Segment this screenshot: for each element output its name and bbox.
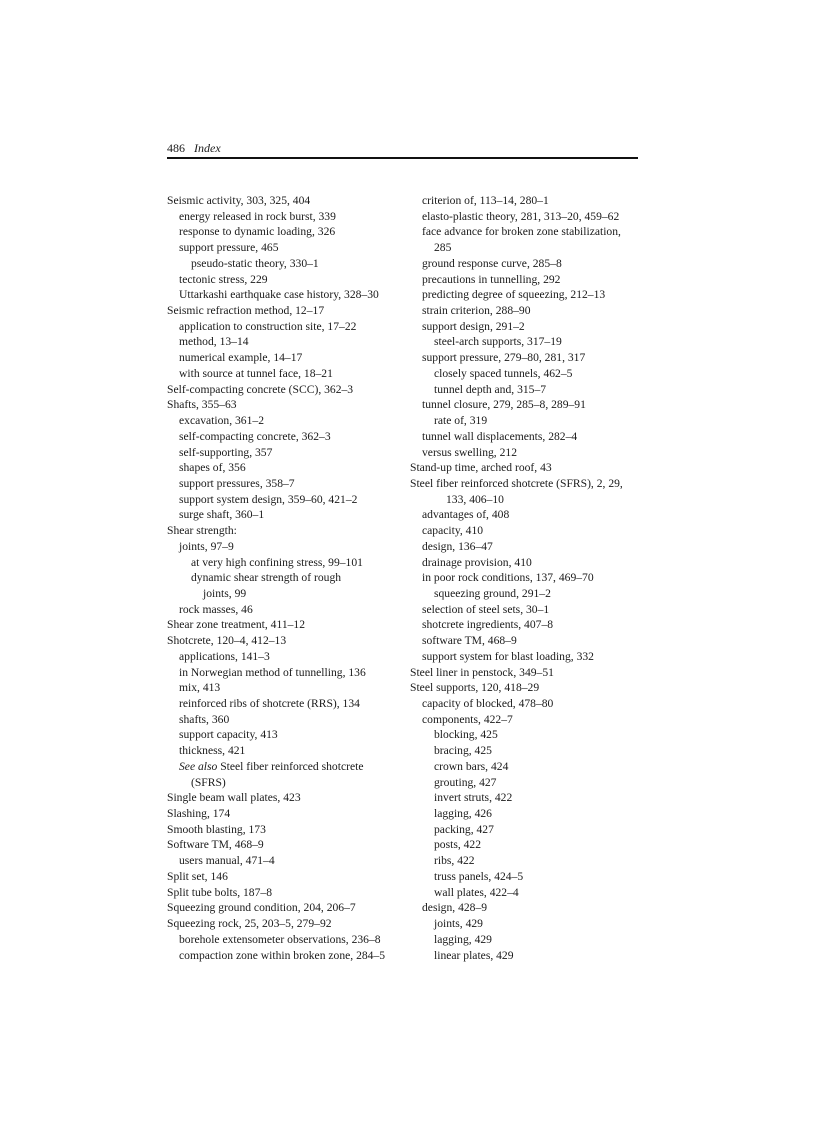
index-entry-text: Steel supports, 120, 418–29 bbox=[410, 681, 540, 695]
index-entry-text: reinforced ribs of shotcrete (RRS), 134 bbox=[179, 697, 360, 710]
index-entry-text: Squeezing ground condition, 204, 206–7 bbox=[167, 901, 356, 915]
index-entry-text: mix, 413 bbox=[179, 681, 221, 695]
index-entry bbox=[167, 869, 402, 885]
index-entry bbox=[167, 837, 402, 853]
index-entry bbox=[410, 366, 640, 382]
index-entry bbox=[410, 743, 640, 759]
index-entry bbox=[167, 932, 402, 948]
index-entry bbox=[410, 932, 640, 948]
index-entry bbox=[410, 319, 640, 335]
index-entry bbox=[410, 429, 640, 445]
index-entry-text: software TM, 468–9 bbox=[422, 634, 517, 648]
index-entry bbox=[167, 256, 402, 272]
index-entry bbox=[410, 948, 640, 964]
index-entry-text: surge shaft, 360–1 bbox=[179, 508, 265, 522]
index-entry-text: tectonic stress, 229 bbox=[179, 272, 268, 286]
index-entry bbox=[167, 209, 402, 225]
index-entry-text: advantages of, 408 bbox=[422, 508, 510, 522]
index-entry bbox=[167, 727, 402, 743]
see-also-label: See also bbox=[179, 759, 218, 773]
index-entry bbox=[410, 853, 640, 869]
index-entry-text: rock masses, 46 bbox=[179, 602, 253, 616]
index-entry-text: Steel fiber reinforced shotcrete (SFRS), 2, 29, bbox=[410, 476, 623, 490]
index-entry-text: in poor rock conditions, 137, 469–70 bbox=[422, 571, 594, 585]
index-entry-text: blocking, 425 bbox=[434, 728, 498, 742]
index-entry-text: applications, 141–3 bbox=[179, 649, 270, 663]
index-entry bbox=[167, 476, 402, 492]
index-entry-text: ribs, 422 bbox=[434, 854, 475, 868]
index-entry bbox=[410, 240, 640, 256]
index-entry-text: Shear zone treatment, 411–12 bbox=[167, 618, 306, 632]
index-entry-text: Uttarkashi earthquake case history, 328–30 bbox=[179, 288, 379, 302]
index-entry-text: tunnel wall displacements, 282–4 bbox=[422, 429, 578, 443]
index-entry-text: crown bars, 424 bbox=[434, 759, 509, 773]
index-entry bbox=[410, 460, 640, 476]
index-entry bbox=[167, 272, 402, 288]
index-entry bbox=[410, 900, 640, 916]
index-entry bbox=[410, 712, 640, 728]
index-entry-text: joints, 97–9 bbox=[179, 539, 234, 553]
index-entry bbox=[167, 303, 402, 319]
index-entry bbox=[167, 665, 402, 681]
index-entry-text: Shotcrete, 120–4, 412–13 bbox=[167, 634, 287, 648]
index-entry-text: joints, 99 bbox=[203, 586, 247, 600]
index-entry-text: ground response curve, 285–8 bbox=[422, 256, 562, 270]
index-entry bbox=[410, 272, 640, 288]
index-entry-text: Stand-up time, arched roof, 43 bbox=[410, 461, 552, 475]
index-entry bbox=[410, 759, 640, 775]
index-entry-text: joints, 429 bbox=[434, 917, 483, 931]
index-entry bbox=[167, 366, 402, 382]
index-entry-text: face advance for broken zone stabilization, bbox=[422, 225, 621, 239]
index-entry-text: shotcrete ingredients, 407–8 bbox=[422, 618, 554, 632]
index-entry bbox=[410, 476, 640, 492]
index-entry-text: Split set, 146 bbox=[167, 869, 228, 883]
index-entry-text: thickness, 421 bbox=[179, 744, 246, 758]
index-entry-text: packing, 427 bbox=[434, 822, 494, 836]
index-entry-text: invert struts, 422 bbox=[434, 791, 513, 805]
index-entry bbox=[410, 775, 640, 791]
index-entry bbox=[410, 869, 640, 885]
index-entry bbox=[410, 507, 640, 523]
index-entry-text: lagging, 429 bbox=[434, 932, 492, 946]
index-entry-text: support design, 291–2 bbox=[422, 319, 525, 333]
index-entry-text: Self-compacting concrete (SCC), 362–3 bbox=[167, 382, 354, 396]
index-entry-text: Single beam wall plates, 423 bbox=[167, 791, 301, 805]
index-entry bbox=[410, 680, 640, 696]
index-entry bbox=[410, 224, 640, 240]
index-entry-text: Split tube bolts, 187–8 bbox=[167, 885, 272, 899]
index-entry-text: pseudo-static theory, 330–1 bbox=[191, 256, 319, 270]
index-entry-text: tunnel closure, 279, 285–8, 289–91 bbox=[422, 398, 586, 412]
index-entry-text: (SFRS) bbox=[191, 775, 226, 789]
index-entry-text: Seismic refraction method, 12–17 bbox=[167, 304, 325, 318]
index-entry bbox=[410, 555, 640, 571]
index-entry bbox=[167, 570, 402, 586]
header-rule bbox=[167, 157, 638, 159]
index-entry bbox=[167, 287, 402, 303]
index-entry bbox=[167, 853, 402, 869]
index-entry bbox=[167, 885, 402, 901]
index-entry bbox=[167, 680, 402, 696]
index-entry-text: support pressure, 465 bbox=[179, 241, 279, 255]
index-entry-text: excavation, 361–2 bbox=[179, 414, 264, 428]
index-entry bbox=[167, 240, 402, 256]
index-entry-text: tunnel depth and, 315–7 bbox=[434, 382, 547, 396]
index-entry bbox=[410, 885, 640, 901]
index-entry-text: design, 428–9 bbox=[422, 901, 488, 915]
index-entry bbox=[167, 492, 402, 508]
index-entry-text: support pressures, 358–7 bbox=[179, 476, 295, 490]
index-entry-text: shapes of, 356 bbox=[179, 461, 246, 475]
index-entry bbox=[410, 617, 640, 633]
index-entry bbox=[167, 900, 402, 916]
index-entry bbox=[167, 649, 402, 665]
index-entry bbox=[167, 712, 402, 728]
index-entry-text: drainage provision, 410 bbox=[422, 555, 532, 569]
index-entry-text: steel-arch supports, 317–19 bbox=[434, 335, 562, 349]
index-entry bbox=[410, 649, 640, 665]
index-entry bbox=[167, 759, 402, 775]
index-entry bbox=[410, 665, 640, 681]
index-column-right bbox=[410, 193, 640, 963]
index-entry bbox=[167, 193, 402, 209]
index-entry-text: selection of steel sets, 30–1 bbox=[422, 602, 550, 616]
index-entry bbox=[167, 445, 402, 461]
index-entry-text: lagging, 426 bbox=[434, 807, 492, 821]
index-entry bbox=[410, 413, 640, 429]
index-entry bbox=[410, 822, 640, 838]
index-entry-text: strain criterion, 288–90 bbox=[422, 304, 531, 318]
index-entry-text: predicting degree of squeezing, 212–13 bbox=[422, 288, 606, 302]
index-entry-text: Steel fiber reinforced shotcrete bbox=[217, 759, 364, 773]
index-entry bbox=[410, 727, 640, 743]
index-entry bbox=[167, 382, 402, 398]
index-entry bbox=[167, 319, 402, 335]
page-number: 486 bbox=[167, 141, 185, 155]
index-entry bbox=[410, 633, 640, 649]
index-entry bbox=[167, 948, 402, 964]
index-entry-text: components, 422–7 bbox=[422, 712, 513, 726]
index-entry bbox=[410, 570, 640, 586]
index-column-left bbox=[167, 193, 402, 963]
index-entry bbox=[410, 445, 640, 461]
index-entry bbox=[167, 397, 402, 413]
index-entry-text: at very high confining stress, 99–101 bbox=[191, 555, 363, 569]
index-entry-text: support pressure, 279–80, 281, 317 bbox=[422, 351, 586, 365]
index-entry bbox=[410, 256, 640, 272]
index-entry bbox=[410, 837, 640, 853]
index-entry-text: borehole extensometer observations, 236–8 bbox=[179, 932, 381, 946]
index-entry bbox=[167, 775, 402, 791]
index-entry bbox=[167, 617, 402, 633]
index-entry bbox=[410, 350, 640, 366]
index-entry-text: criterion of, 113–14, 280–1 bbox=[422, 194, 549, 207]
index-entry bbox=[167, 743, 402, 759]
index-entry-text: closely spaced tunnels, 462–5 bbox=[434, 366, 573, 380]
index-entry-text: dynamic shear strength of rough bbox=[191, 571, 342, 585]
index-entry-text: bracing, 425 bbox=[434, 744, 492, 758]
index-entry bbox=[167, 507, 402, 523]
index-entry-text: truss panels, 424–5 bbox=[434, 869, 524, 883]
index-entry-text: users manual, 471–4 bbox=[179, 854, 275, 868]
index-entry-text: compaction zone within broken zone, 284–5 bbox=[179, 948, 386, 962]
index-entry bbox=[410, 209, 640, 225]
index-entry-text: support system for blast loading, 332 bbox=[422, 649, 594, 663]
index-entry-text: precautions in tunnelling, 292 bbox=[422, 272, 561, 286]
index-entry-text: Slashing, 174 bbox=[167, 807, 231, 821]
index-entry bbox=[410, 696, 640, 712]
index-entry bbox=[167, 586, 402, 602]
index-entry-text: shafts, 360 bbox=[179, 712, 230, 726]
index-entry bbox=[410, 382, 640, 398]
index-entry-text: versus swelling, 212 bbox=[422, 445, 517, 459]
index-entry-text: grouting, 427 bbox=[434, 775, 497, 789]
index-entry-text: Shafts, 355–63 bbox=[167, 398, 237, 412]
index-entry bbox=[167, 555, 402, 571]
index-entry-text: support system design, 359–60, 421–2 bbox=[179, 492, 358, 506]
index-entry-text: wall plates, 422–4 bbox=[434, 885, 519, 899]
index-entry bbox=[410, 523, 640, 539]
index-entry bbox=[167, 460, 402, 476]
index-entry bbox=[410, 287, 640, 303]
index-entry bbox=[410, 806, 640, 822]
index-entry-text: rate of, 319 bbox=[434, 414, 488, 428]
index-entry bbox=[410, 790, 640, 806]
index-entry bbox=[410, 492, 640, 508]
index-entry-text: squeezing ground, 291–2 bbox=[434, 586, 551, 600]
index-entry-text: Squeezing rock, 25, 203–5, 279–92 bbox=[167, 917, 332, 931]
index-entry-text: Shear strength: bbox=[167, 524, 237, 538]
index-entry-text: energy released in rock burst, 339 bbox=[179, 209, 336, 223]
index-entry bbox=[410, 303, 640, 319]
index-entry bbox=[167, 539, 402, 555]
index-entry-text: response to dynamic loading, 326 bbox=[179, 225, 336, 239]
index-entry bbox=[410, 397, 640, 413]
index-entry bbox=[167, 806, 402, 822]
index-entry bbox=[410, 539, 640, 555]
index-entry-text: with source at tunnel face, 18–21 bbox=[179, 366, 333, 380]
index-entry-text: application to construction site, 17–22 bbox=[179, 319, 357, 333]
index-entry bbox=[167, 334, 402, 350]
index-entry bbox=[167, 429, 402, 445]
index-entry-text: Seismic activity, 303, 325, 404 bbox=[167, 194, 311, 207]
index-entry-text: Smooth blasting, 173 bbox=[167, 822, 266, 836]
index-entry-text: Software TM, 468–9 bbox=[167, 838, 264, 852]
index-entry bbox=[167, 633, 402, 649]
running-header bbox=[167, 141, 637, 155]
index-entry-text: Steel liner in penstock, 349–51 bbox=[410, 665, 554, 679]
index-entry bbox=[410, 193, 640, 209]
index-entry-text: support capacity, 413 bbox=[179, 728, 278, 742]
index-entry bbox=[167, 790, 402, 806]
index-entry bbox=[167, 916, 402, 932]
index-entry bbox=[410, 602, 640, 618]
index-entry-text: self-supporting, 357 bbox=[179, 445, 273, 459]
index-entry bbox=[167, 822, 402, 838]
index-entry bbox=[410, 334, 640, 350]
index-entry bbox=[167, 224, 402, 240]
index-entry-text: posts, 422 bbox=[434, 838, 482, 852]
index-entry bbox=[167, 350, 402, 366]
index-entry-text: capacity of blocked, 478–80 bbox=[422, 697, 554, 710]
index-entry-text: 133, 406–10 bbox=[446, 492, 504, 506]
index-entry-text: in Norwegian method of tunnelling, 136 bbox=[179, 665, 366, 679]
index-entry-text: capacity, 410 bbox=[422, 524, 484, 538]
index-entry-text: numerical example, 14–17 bbox=[179, 351, 303, 365]
index-entry-text: self-compacting concrete, 362–3 bbox=[179, 429, 331, 443]
index-entry-text: linear plates, 429 bbox=[434, 948, 514, 962]
index-entry bbox=[167, 413, 402, 429]
running-title: Index bbox=[194, 141, 221, 155]
index-entry bbox=[167, 523, 402, 539]
index-entry bbox=[167, 696, 402, 712]
index-entry-text: 285 bbox=[434, 241, 452, 255]
index-entry bbox=[410, 586, 640, 602]
index-entry-text: design, 136–47 bbox=[422, 539, 493, 553]
index-entry-text: method, 13–14 bbox=[179, 335, 249, 349]
index-entry bbox=[167, 602, 402, 618]
index-entry-text: elasto-plastic theory, 281, 313–20, 459–62 bbox=[422, 209, 620, 223]
index-entry bbox=[410, 916, 640, 932]
